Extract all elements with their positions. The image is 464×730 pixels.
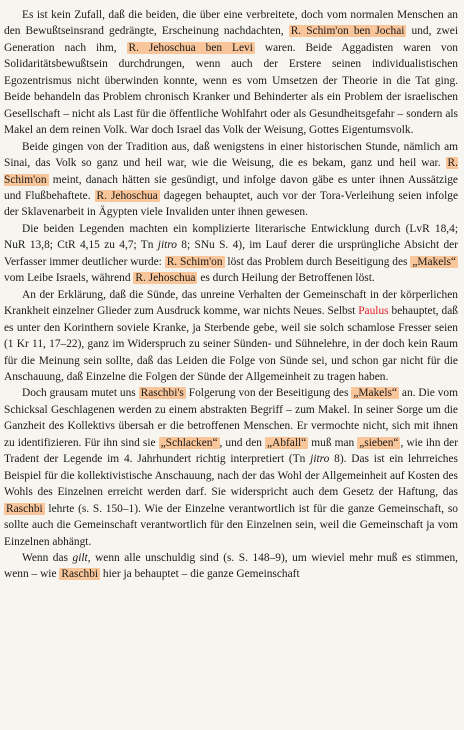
highlighted-term: R. Schim'on	[4, 157, 458, 186]
text-run: 8). Das ist ein lehrreiches Beispiel für die kollektivistische Anschauung, nach der das Wohl der Allgemeinheit auf Kosten des Wohls des Einzelnen erreicht werden darf. Sie widerspricht auch dem Gesetz der Haftung, das	[4, 453, 458, 499]
text-run: 8; SNu S. 4), im Lauf derer die ursprüngliche Absicht der Verfasser immer deutlicher wurde:	[4, 239, 458, 268]
highlighted-term: „sieben“	[359, 436, 399, 449]
text-run: An der Erklärung, daß die Sünde, das unreine Verhalten der Gemeinschaft in der körperlichen Krankheit einzelner Glieder zum Ausdruck komme, war nichts Neues. Selbst	[4, 288, 458, 318]
highlighted-term: „Schlacken“	[160, 436, 218, 449]
text-run: behauptet, daß es unter den Korinthern soviele Kranke, ja Sterbende gebe, weil sie solch schamlose Fresser seien (1 Kr 11, 17–22), ganz im Widerspruch zu seiner Sünden- und Sühnelehre, in der doch kein Raum für die Meinung sein sollte, daß das Leiden die Folge von Sünde sei, und schon gar nicht für die Anschauung, daß Einzelne die Folgen der Sünde der Allgemeinheit zu tragen haben.	[4, 305, 458, 383]
text-run: meint, danach hätten sie gesündigt, und infolge davon gäbe es unter ihnen Aussätzige und Flußbehaftete.	[4, 173, 458, 202]
text-run: Folgerung von der Beseitigung des	[185, 387, 352, 400]
italic-term: jitro	[157, 239, 177, 252]
paragraph	[4, 287, 458, 386]
italic-term: jitro	[310, 453, 330, 466]
highlighted-term: R. Schim'on	[166, 255, 223, 268]
italic-term: gilt	[72, 551, 88, 564]
highlighted-term: R. Jehoschua	[135, 272, 196, 285]
highlighted-term: Raschbi	[6, 502, 43, 515]
highlighted-term: R. Schim'on ben Jochai	[290, 25, 405, 38]
document-page	[4, 7, 458, 583]
text-run: muß man	[308, 436, 358, 449]
text-run: es durch Heilung der Betroffenen löst.	[197, 272, 375, 285]
paragraph	[4, 7, 458, 139]
highlighted-term: „Abfall“	[267, 436, 307, 449]
highlighted-term: R. Jehoschua ben Levi	[128, 41, 253, 54]
text-run: , wenn alle unschuldig sind (s. S. 148–9), um wieviel mehr muß es stimmen, wenn – wie	[4, 551, 458, 581]
text-run: an. Die vom Schicksal Geschlagenen werden zu einem abstrakten Begriff – zum Makel. In seiner Sorge um die Ganzheit des Kollektivs übersah er die betroffenen Menschen. Er vermochte nicht, sich mit ihnen zu identifizieren. Für ihn sind sie	[4, 387, 458, 449]
highlighted-term: „Makels“	[353, 387, 397, 400]
text-run: Die beiden Legenden machten ein komplizierte literarische Entwicklung durch (LvR 18,4; NuR 13,8; CtR 4,15 zu 4,7; Tn	[4, 222, 458, 252]
text-run: Wenn das	[22, 551, 73, 564]
highlighted-term: Raschbi's	[140, 387, 184, 400]
text-run: vom Leibe Israels, während	[4, 272, 134, 285]
text-run: dagegen behauptet, auch vor der Tora-Verleihung seien infolge der Sklavenarbeit in Ägypten viele Invaliden unter ihnen gewesen.	[4, 189, 458, 219]
paragraph	[4, 550, 458, 583]
paragraph	[4, 139, 458, 221]
text-run: , und den	[219, 436, 266, 449]
text-run: lehrte (s. S. 150–1). Wie der Einzelne verantwortlich ist für die ganze Gemeinschaft, so sollte auch die Gemeinschaft verantwortlich für den Einzelnen sein, weil die Gemeinschaft ja vom Einzelnen abhängt.	[4, 502, 458, 548]
text-run: Beide gingen von der Tradition aus, daß wenigstens in einer historischen Stunde, nämlich am Sinai, das Volk so ganz und heil war, wie die Weisung, die es bekam, ganz und heil war.	[4, 140, 458, 170]
text-run: Doch grausam mutet uns	[22, 387, 139, 400]
text-run: und, zwei Generation nach ihm,	[4, 25, 458, 54]
highlighted-term: R. Jehoschua	[96, 189, 158, 202]
paragraph	[4, 385, 458, 550]
text-run: , wie ihn der Tradent der Legende im 4. Jahrhundert richtig interpretiert (Tn	[4, 436, 458, 466]
highlighted-term: Raschbi	[61, 568, 99, 581]
text-run: waren. Beide Aggadisten waren von Solidaritätsbewußtsein durchdrungen, wenn auch der Erstere seinen individualistischen Egozentrismus nicht überwinden konnte, wenn es vom Umsetzen der Theorie in die Tat ging. Beide behandeln das Problem chronisch Kranker und Behinderter als ein Problem der israelischen Gesellschaft – nicht als Last für die öffentliche Wohlfahrt oder als Gesundheitsgefahr – sondern als Makel an dem reinen Volk. War doch Israel das Volk der Weisung, Gottes Eigentumsvolk.	[4, 41, 459, 137]
highlighted-term: „Makels“	[412, 255, 456, 268]
marked-term: Paulus	[358, 305, 389, 318]
text-run: hier ja behauptet – die ganze Gemeinschaft	[100, 568, 300, 581]
paragraph	[4, 221, 458, 287]
text-run: löst das Problem durch Beseitigung des	[224, 255, 411, 268]
text-run: Es ist kein Zufall, daß die beiden, die über eine verbreitete, doch vom normalen Menschen an den Bewußtseinsrand gedrängte, Erscheinung nachdachten,	[4, 9, 458, 38]
